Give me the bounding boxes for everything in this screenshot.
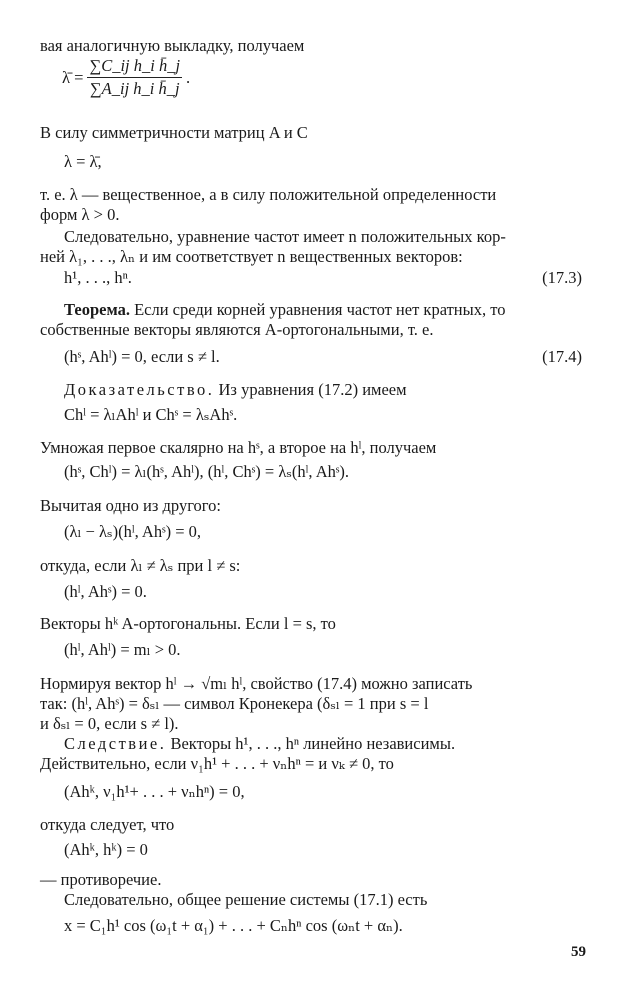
proof-label: Доказательство. [64, 380, 215, 399]
text-line: ней λ₁, . . ., λₙ и им соответствует n вещественных векторов: [40, 247, 463, 266]
equation-number: (17.3) [542, 268, 582, 287]
text-line [64, 300, 505, 320]
text-line: т. е. λ — вещественное, а в силу положительной определенности [40, 185, 497, 204]
formula: Chˡ = λₗAhˡ и Chˢ = λₛAhˢ. [64, 405, 238, 424]
text-line: откуда следует, что [40, 815, 175, 834]
proof-text: Из уравнения (17.2) имеем [214, 380, 407, 399]
text-line: Следовательно, общее решение системы (17.1) есть [64, 890, 428, 909]
formula: h¹, . . ., hⁿ. [64, 268, 132, 287]
formula: (hˡ, Ahˡ) = mₗ > 0. [64, 640, 181, 659]
text-line: и δₛₗ = 0, если s ≠ l). [40, 714, 179, 733]
equation-number: (17.4) [542, 347, 582, 366]
fraction-numerator: ∑C_ij h_i h̄_j [87, 56, 182, 78]
text-line: откуда, если λₗ ≠ λₛ при l ≠ s: [40, 556, 241, 575]
page-number: 59 [571, 944, 586, 960]
text-line: В силу симметричности матриц A и C [40, 123, 308, 142]
formula: (λₗ − λₛ)(hˡ, Ahˢ) = 0, [64, 522, 202, 541]
text-line: Вычитая одно из другого: [40, 496, 221, 515]
text-line: так: (hˡ, Ahˢ) = δₛₗ — символ Кронекера (δₛₗ = 1 при s = l [40, 694, 429, 713]
formula: (Ahᵏ, hᵏ) = 0 [64, 840, 148, 859]
text-line: Векторы hᵏ A-ортогональны. Если l = s, то [40, 614, 336, 633]
fraction-lhs: λ̄ = [62, 67, 84, 87]
formula: (hˢ, Ahˡ) = 0, если s ≠ l. [64, 347, 220, 366]
corollary-text: Векторы h¹, . . ., hⁿ линейно независимы. [166, 734, 456, 753]
text-line: собственные векторы являются A-ортогональными, т. е. [40, 320, 434, 339]
text-line: Умножая первое скалярно на hˢ, а второе на hˡ, получаем [40, 438, 437, 457]
text-line: — противоречие. [40, 870, 162, 889]
formula: (hˢ, Chˡ) = λₗ(hˢ, Ahˡ), (hˡ, Chˢ) = λₛ(hˡ, Ahˢ). [64, 462, 350, 481]
formula: λ = λ̄, [64, 152, 102, 171]
theorem-text: Если среди корней уравнения частот нет кратных, то [129, 300, 506, 319]
fraction-denominator: ∑A_ij h_i h̄_j [89, 79, 180, 98]
text-line [64, 734, 455, 754]
corollary-label: Следствие. [64, 734, 167, 753]
text-line: форм λ > 0. [40, 205, 120, 224]
formula-fraction: λ̄ = $\frac{\text{∑C\_ij h\_i h̄\_j}}{\text{∑A\_ij h\_i h̄\_j}}$ . [62, 56, 191, 98]
text-line: Следовательно, уравнение частот имеет n положительных кор- [64, 227, 506, 246]
text-line: Нормируя вектор hˡ → √mₗ hˡ, свойство (17.4) можно записать [40, 674, 473, 693]
formula: (Ahᵏ, ν₁h¹+ . . . + νₙhⁿ) = 0, [64, 782, 245, 801]
text-line: вая аналогичную выкладку, получаем [40, 36, 305, 55]
formula: x = C₁h¹ cos (ω₁t + α₁) + . . . + Cₙhⁿ cos (ωₙt + αₙ). [64, 916, 403, 935]
text-line [64, 380, 407, 400]
text-line: Действительно, если ν₁h¹ + . . . + νₙhⁿ = и νₖ ≠ 0, то [40, 754, 394, 773]
formula: (hˡ, Ahˢ) = 0. [64, 582, 147, 601]
theorem-label: Теорема. [64, 300, 130, 319]
